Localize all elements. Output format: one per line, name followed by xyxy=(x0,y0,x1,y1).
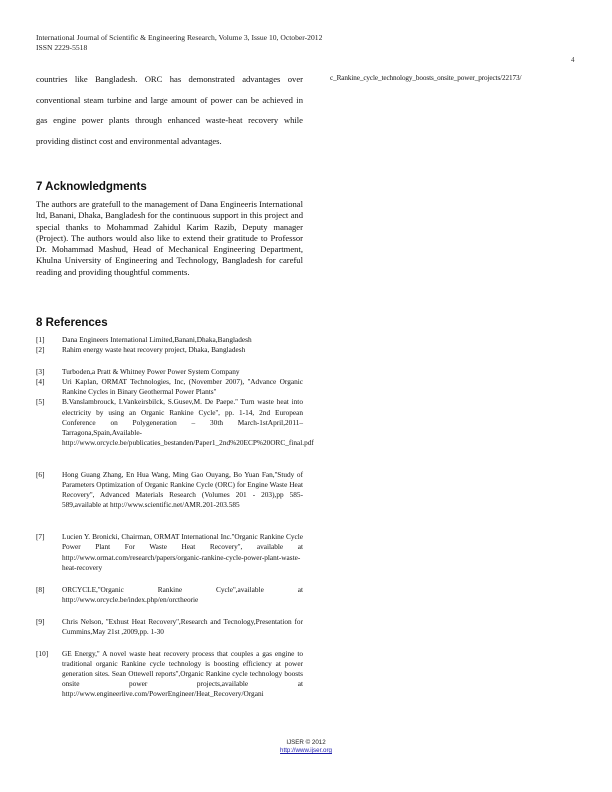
reference-text: Dana Engineers International Limited,Banani,Dhaka,Bangladesh xyxy=(62,335,252,344)
reference-text: GE Energy,'' A novel waste heat recovery process that couples a gas engine to traditional organic Rankine cycle technology is boosting efficiency at power generation sites. Sean Ottewell reports'',Organic Rankine cycle technology boosts onsite power projects,available at http://www.engineerlive.com/PowerEngineer/Heat_Recovery/Organi xyxy=(62,649,303,699)
reference-item xyxy=(36,345,303,355)
reference-list xyxy=(36,335,314,700)
reference-text: Turboden,a Pratt & Whitney Power Power System Company xyxy=(62,367,240,377)
reference-item xyxy=(36,470,303,510)
reference-item xyxy=(36,335,303,345)
reference-text: B.Vanslambrouck, I.Vankeirsbilck, S.Gusev,M. De Paepe.'' Turn waste heat into electricity by using an Organic Rankine Cycle'', pp. 1-14, 2nd European Conference on Polygeneration – 30th March-1stApril,2011–Tarragona,Spain,Available- http://www.orcycle.be/publicaties_bestanden/Paper1_2nd%20ECP%20ORC_final.pdf xyxy=(62,397,314,447)
reference-item xyxy=(36,367,303,377)
continuation-paragraph: countries like Bangladesh. ORC has demonstrated advantages over conventional steam turbine and large amount of power can be achieved in gas engine power plants through enhanced waste-heat recovery while providing distinct cost and environmental advantages. xyxy=(36,74,303,146)
reference-text: Hong Guang Zhang, En Hua Wang, Ming Gao Ouyang, Bo Yuan Fan,''Study of Parameters Optimization of Organic Rankine Cycle (ORC) for Engine Waste Heat Recovery'', Advanced Materials Research (Volumes 201 - 203),pp 585-589,available at http://www.scientific.net/AMR.201-203.585 xyxy=(62,469,303,510)
footer-url-link[interactable]: http://www.ijser.org xyxy=(280,747,332,754)
reference-number: [5] xyxy=(36,397,45,407)
reference-item xyxy=(36,649,303,699)
acknowledgments-heading: 7 Acknowledgments xyxy=(36,181,147,193)
reference-number: [10] xyxy=(36,649,49,659)
reference-number: [1] xyxy=(36,335,45,344)
journal-issn: ISSN 2229-5518 xyxy=(36,43,88,52)
reference-item xyxy=(36,532,303,572)
reference-continuation: c_Rankine_cycle_technology_boosts_onsite_power_projects/22173/ xyxy=(330,74,522,82)
journal-title: International Journal of Scientific & Engineering Research, Volume 3, Issue 10, October-2012 xyxy=(36,33,323,42)
page-footer xyxy=(270,739,342,755)
reference-number: [6] xyxy=(36,469,45,479)
reference-item xyxy=(36,397,314,447)
reference-number: [2] xyxy=(36,345,45,355)
reference-text: Uri Kaplan, ORMAT Technologies, Inc, (November 2007), ''Advance Organic Rankine Cycles in Binary Geothermal Power Plants'' xyxy=(62,377,303,397)
reference-number: [9] xyxy=(36,616,45,626)
reference-item xyxy=(36,585,303,605)
reference-number: [3] xyxy=(36,367,45,377)
acknowledgments-text: The authors are gratefull to the management of Dana Engineeris International ltd, Banani, Dhaka, Bangladesh for the continuous support in this project and special thanks to Mohammad Zahidul Karim Razib, Deputy manager (Project). The authors would also like to extend their gratitude to Professor Dr. Mohammad Mashud, Head of Mechanical Engineering Department, Khulna University of Engineering and Technology, Bangladesh for careful reading and providing thoughtful comments. xyxy=(36,199,303,277)
reference-text: ORCYCLE,''Organic Rankine Cycle'',available at http://www.orcycle.be/index.php/en/orctheorie xyxy=(62,584,303,604)
reference-number: [7] xyxy=(36,532,45,542)
reference-item xyxy=(36,617,303,637)
references-heading: 8 References xyxy=(36,317,108,329)
reference-text: Lucien Y. Bronicki, Chairman, ORMAT International Inc.''Organic Rankine Cycle Power Plant For Waste Heat Recovery'', available at http://www.ormat.com/research/papers/organic-rankine-cycle-power-plant-waste-heat-recovery xyxy=(62,532,303,572)
reference-item xyxy=(36,377,303,397)
journal-header xyxy=(36,33,322,53)
footer-copyright: IJSER © 2012 xyxy=(286,739,326,746)
page-number: 4 xyxy=(571,56,575,64)
reference-text: Chris Nelson, ''Exhust Heat Recovery'',Research and Tecnology,Presentation for Cummins,May 21st ,2009,pp. 1-30 xyxy=(62,616,303,636)
reference-text: Rahim energy waste heat recovery project, Dhaka, Bangladesh xyxy=(62,345,246,355)
reference-number: [8] xyxy=(36,584,45,594)
reference-number: [4] xyxy=(36,377,45,387)
